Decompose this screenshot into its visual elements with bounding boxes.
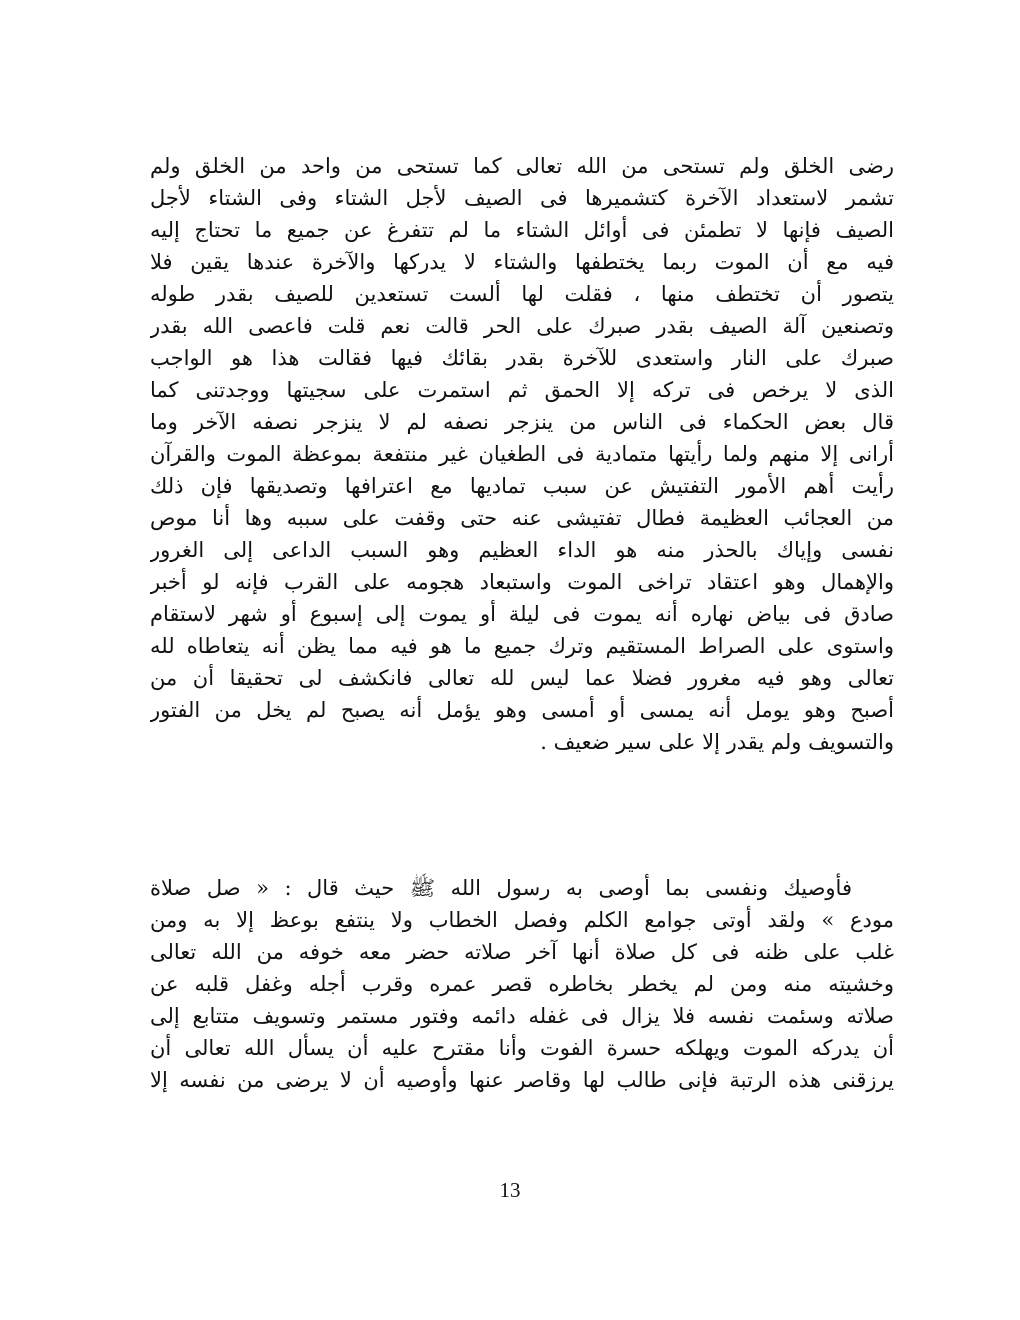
text-line: فأوصيك ونفسى بما أوصى به رسول الله ﷺ حيث قال : « صل صلاة (150, 876, 852, 900)
text-line: يرزقنى هذه الرتبة فإنى طالب لها وقاصر عنها وأوصيه أن لا يرضى من نفسه إلا (150, 1068, 894, 1092)
text-line: أصبح وهو يومل أنه يمسى أو أمسى وهو يؤمل أنه يصبح لم يخل من الفتور (150, 698, 894, 722)
text-line: والتسويف ولم يقدر إلا على سير ضعيف . (540, 730, 894, 754)
text-line: الذى لا يرخص فى تركه إلا الحمق ثم استمرت على سجيتها ووجدتنى كما (150, 378, 894, 402)
text-line: واستوى على الصراط المستقيم وترك جميع ما هو فيه مما يظن أنه يتعاطاه لله (150, 634, 894, 658)
text-line: صبرك على النار واستعدى للآخرة بقدر بقائك فيها فقالت هذا هو الواجب (150, 346, 894, 370)
paragraph-2 (150, 872, 894, 1096)
text-line: غلب على ظنه فى كل صلاة أنها آخر صلاته حضر معه خوفه من الله تعالى (150, 940, 894, 964)
text-line: رأيت أهم الأمور التفتيش عن سبب تماديها مع اعترافها وتصديقها فإن ذلك (150, 474, 894, 498)
text-line: فيه مع أن الموت ربما يختطفها والشتاء لا يدركها والآخرة عندها يقين فلا (150, 250, 894, 274)
text-line: تعالى وهو فيه مغرور فضلا عما ليس لله تعالى فانكشف لى تحقيقا أن من (150, 666, 894, 690)
text-line: صلاته وسئمت نفسه فلا يزال فى غفله دائمه وفتور مستمر وتسويف متتابع إلى (150, 1004, 894, 1028)
text-line: قال بعض الحكماء فى الناس من ينزجر نصفه لم لا ينزجر نصفه الآخر وما (150, 410, 894, 434)
text-line: والإهمال وهو اعتقاد تراخى الموت واستبعاد هجومه على القرب فإنه لو أخبر (150, 570, 894, 594)
text-line: يتصور أن تختطف منها ، فقلت لها ألست تستعدين للصيف بقدر طوله (150, 282, 894, 306)
text-line: مودع » ولقد أوتى جوامع الكلم وفصل الخطاب ولا ينتفع بوعظ إلا به ومن (150, 908, 894, 932)
text-line: أرانى إلا منهم ولما رأيتها متمادية فى الطغيان غير منتفعة بموعظة الموت والقرآن (150, 442, 894, 466)
text-line: وخشيته منه ومن لم يخطر بخاطره قصر عمره وقرب أجله وغفل قلبه عن (150, 972, 894, 996)
text-line: من العجائب العظيمة فطال تفتيشى عنه حتى وقفت على سببه وها أنا موص (150, 506, 894, 530)
text-line: أن يدركه الموت ويهلكه حسرة الفوت وأنا مقترح عليه أن يسأل الله تعالى أن (150, 1036, 894, 1060)
text-line: وتصنعين آلة الصيف بقدر صبرك على الحر قالت نعم قلت فاعصى الله بقدر (150, 314, 894, 338)
paragraph-1 (150, 150, 894, 758)
text-line: صادق فى بياض نهاره أنه يموت فى ليلة أو يموت إلى إسبوع أو شهر لاستقام (150, 602, 894, 626)
text-line: رضى الخلق ولم تستحى من الله تعالى كما تستحى من واحد من الخلق ولم (150, 154, 894, 178)
text-line: الصيف فإنها لا تطمئن فى أوائل الشتاء ما لم تتفرغ عن جميع ما تحتاج إليه (150, 218, 894, 242)
text-line: تشمر لاستعداد الآخرة كتشميرها فى الصيف لأجل الشتاء وفى الشتاء لأجل (150, 186, 894, 210)
page-number: 13 (499, 1178, 521, 1202)
text-line: نفسى وإياك بالحذر منه هو الداء العظيم وهو السبب الداعى إلى الغرور (150, 538, 894, 562)
